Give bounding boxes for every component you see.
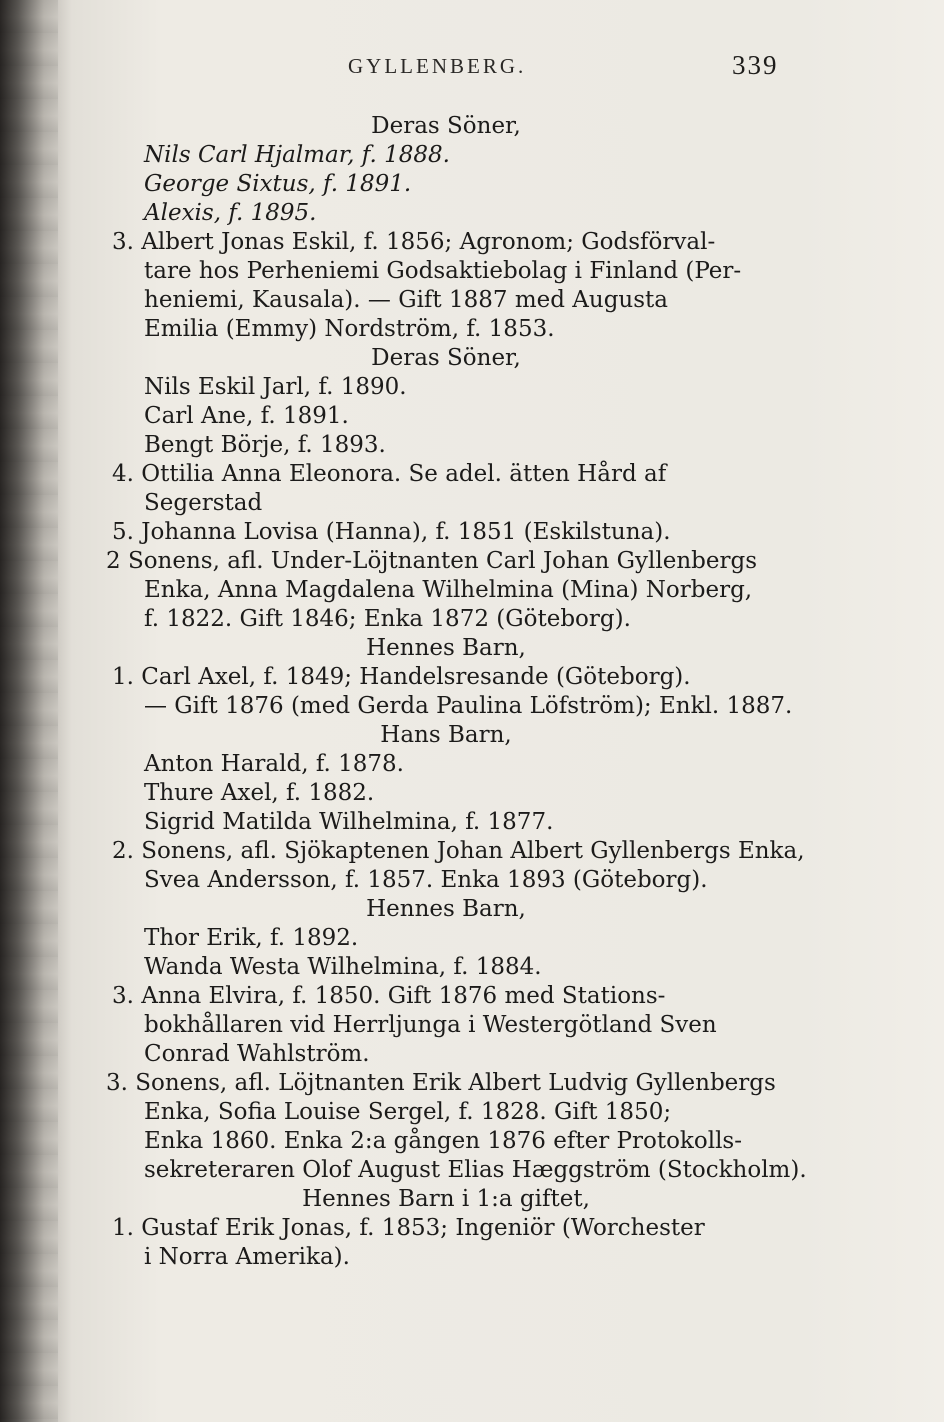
text-line: Emilia (Emmy) Nordström, f. 1853. [144, 316, 555, 342]
text-line: Enka, Anna Magdalena Wilhelmina (Mina) Norberg, [144, 577, 753, 603]
text-line: f. 1822. Gift 1846; Enka 1872 (Göteborg). [144, 606, 631, 632]
text-line: heniemi, Kausala). — Gift 1887 med Augusta [144, 287, 669, 313]
text-line: 3. Sonens, afl. Löjtnanten Erik Albert Ludvig Gyllenbergs [106, 1070, 776, 1096]
text-line: Wanda Westa Wilhelmina, f. 1884. [144, 954, 542, 980]
text-line: tare hos Perheniemi Godsaktiebolag i Finland (Per- [144, 258, 742, 284]
text-line: bokhållaren vid Herrljunga i Westergötland Sven [144, 1012, 717, 1038]
text-line: Conrad Wahlström. [144, 1041, 370, 1067]
text-line: 3. Albert Jonas Eskil, f. 1856; Agronom; Godsförval- [112, 229, 716, 255]
text-line: Hennes Barn, [366, 896, 526, 922]
text-line: Nils Eskil Jarl, f. 1890. [144, 374, 407, 400]
text-line: 1. Carl Axel, f. 1849; Handelsresande (Göteborg). [112, 664, 691, 690]
text-line: Hennes Barn i 1:a giftet, [302, 1186, 590, 1212]
book-spine-shadow [0, 0, 58, 1422]
text-line: Anton Harald, f. 1878. [144, 751, 404, 777]
text-line: Carl Ane, f. 1891. [144, 403, 349, 429]
text-line: Thure Axel, f. 1882. [144, 780, 375, 806]
text-line: Enka, Sofia Louise Sergel, f. 1828. Gift 1850; [144, 1099, 672, 1125]
text-line: Svea Andersson, f. 1857. Enka 1893 (Göteborg). [144, 867, 708, 893]
text-line: Segerstad [144, 490, 263, 516]
text-line: Hennes Barn, [366, 635, 526, 661]
text-line: George Sixtus, f. 1891. [144, 171, 412, 197]
text-line: Hans Barn, [380, 722, 512, 748]
text-line: Thor Erik, f. 1892. [144, 925, 359, 951]
text-line: 2 Sonens, afl. Under-Löjtnanten Carl Johan Gyllenbergs [106, 548, 758, 574]
text-line: Enka 1860. Enka 2:a gången 1876 efter Protokolls- [144, 1128, 742, 1154]
text-line: Alexis, f. 1895. [144, 200, 317, 226]
text-line: 4. Ottilia Anna Eleonora. Se adel. ätten Hård af [112, 461, 667, 487]
text-line: Sigrid Matilda Wilhelmina, f. 1877. [144, 809, 554, 835]
text-line: i Norra Amerika). [144, 1244, 350, 1270]
running-head: GYLLENBERG. [348, 54, 527, 78]
text-line: Deras Söner, [371, 113, 521, 139]
text-line: 1. Gustaf Erik Jonas, f. 1853; Ingeniör (Worchester [112, 1215, 705, 1241]
text-line: sekreteraren Olof August Elias Hæggström (Stockholm). [144, 1157, 807, 1183]
text-line: Bengt Börje, f. 1893. [144, 432, 386, 458]
text-line: 5. Johanna Lovisa (Hanna), f. 1851 (Eskilstuna). [112, 519, 671, 545]
text-line: 2. Sonens, afl. Sjökaptenen Johan Albert Gyllenbergs Enka, [112, 838, 805, 864]
page-header [0, 48, 944, 88]
text-line: — Gift 1876 (med Gerda Paulina Löfström); Enkl. 1887. [144, 693, 793, 719]
page-number: 339 [732, 50, 779, 80]
text-line: Nils Carl Hjalmar, f. 1888. [144, 142, 450, 168]
text-line: Deras Söner, [371, 345, 521, 371]
text-block [106, 112, 826, 1272]
text-line: 3. Anna Elvira, f. 1850. Gift 1876 med Stations- [112, 983, 666, 1009]
